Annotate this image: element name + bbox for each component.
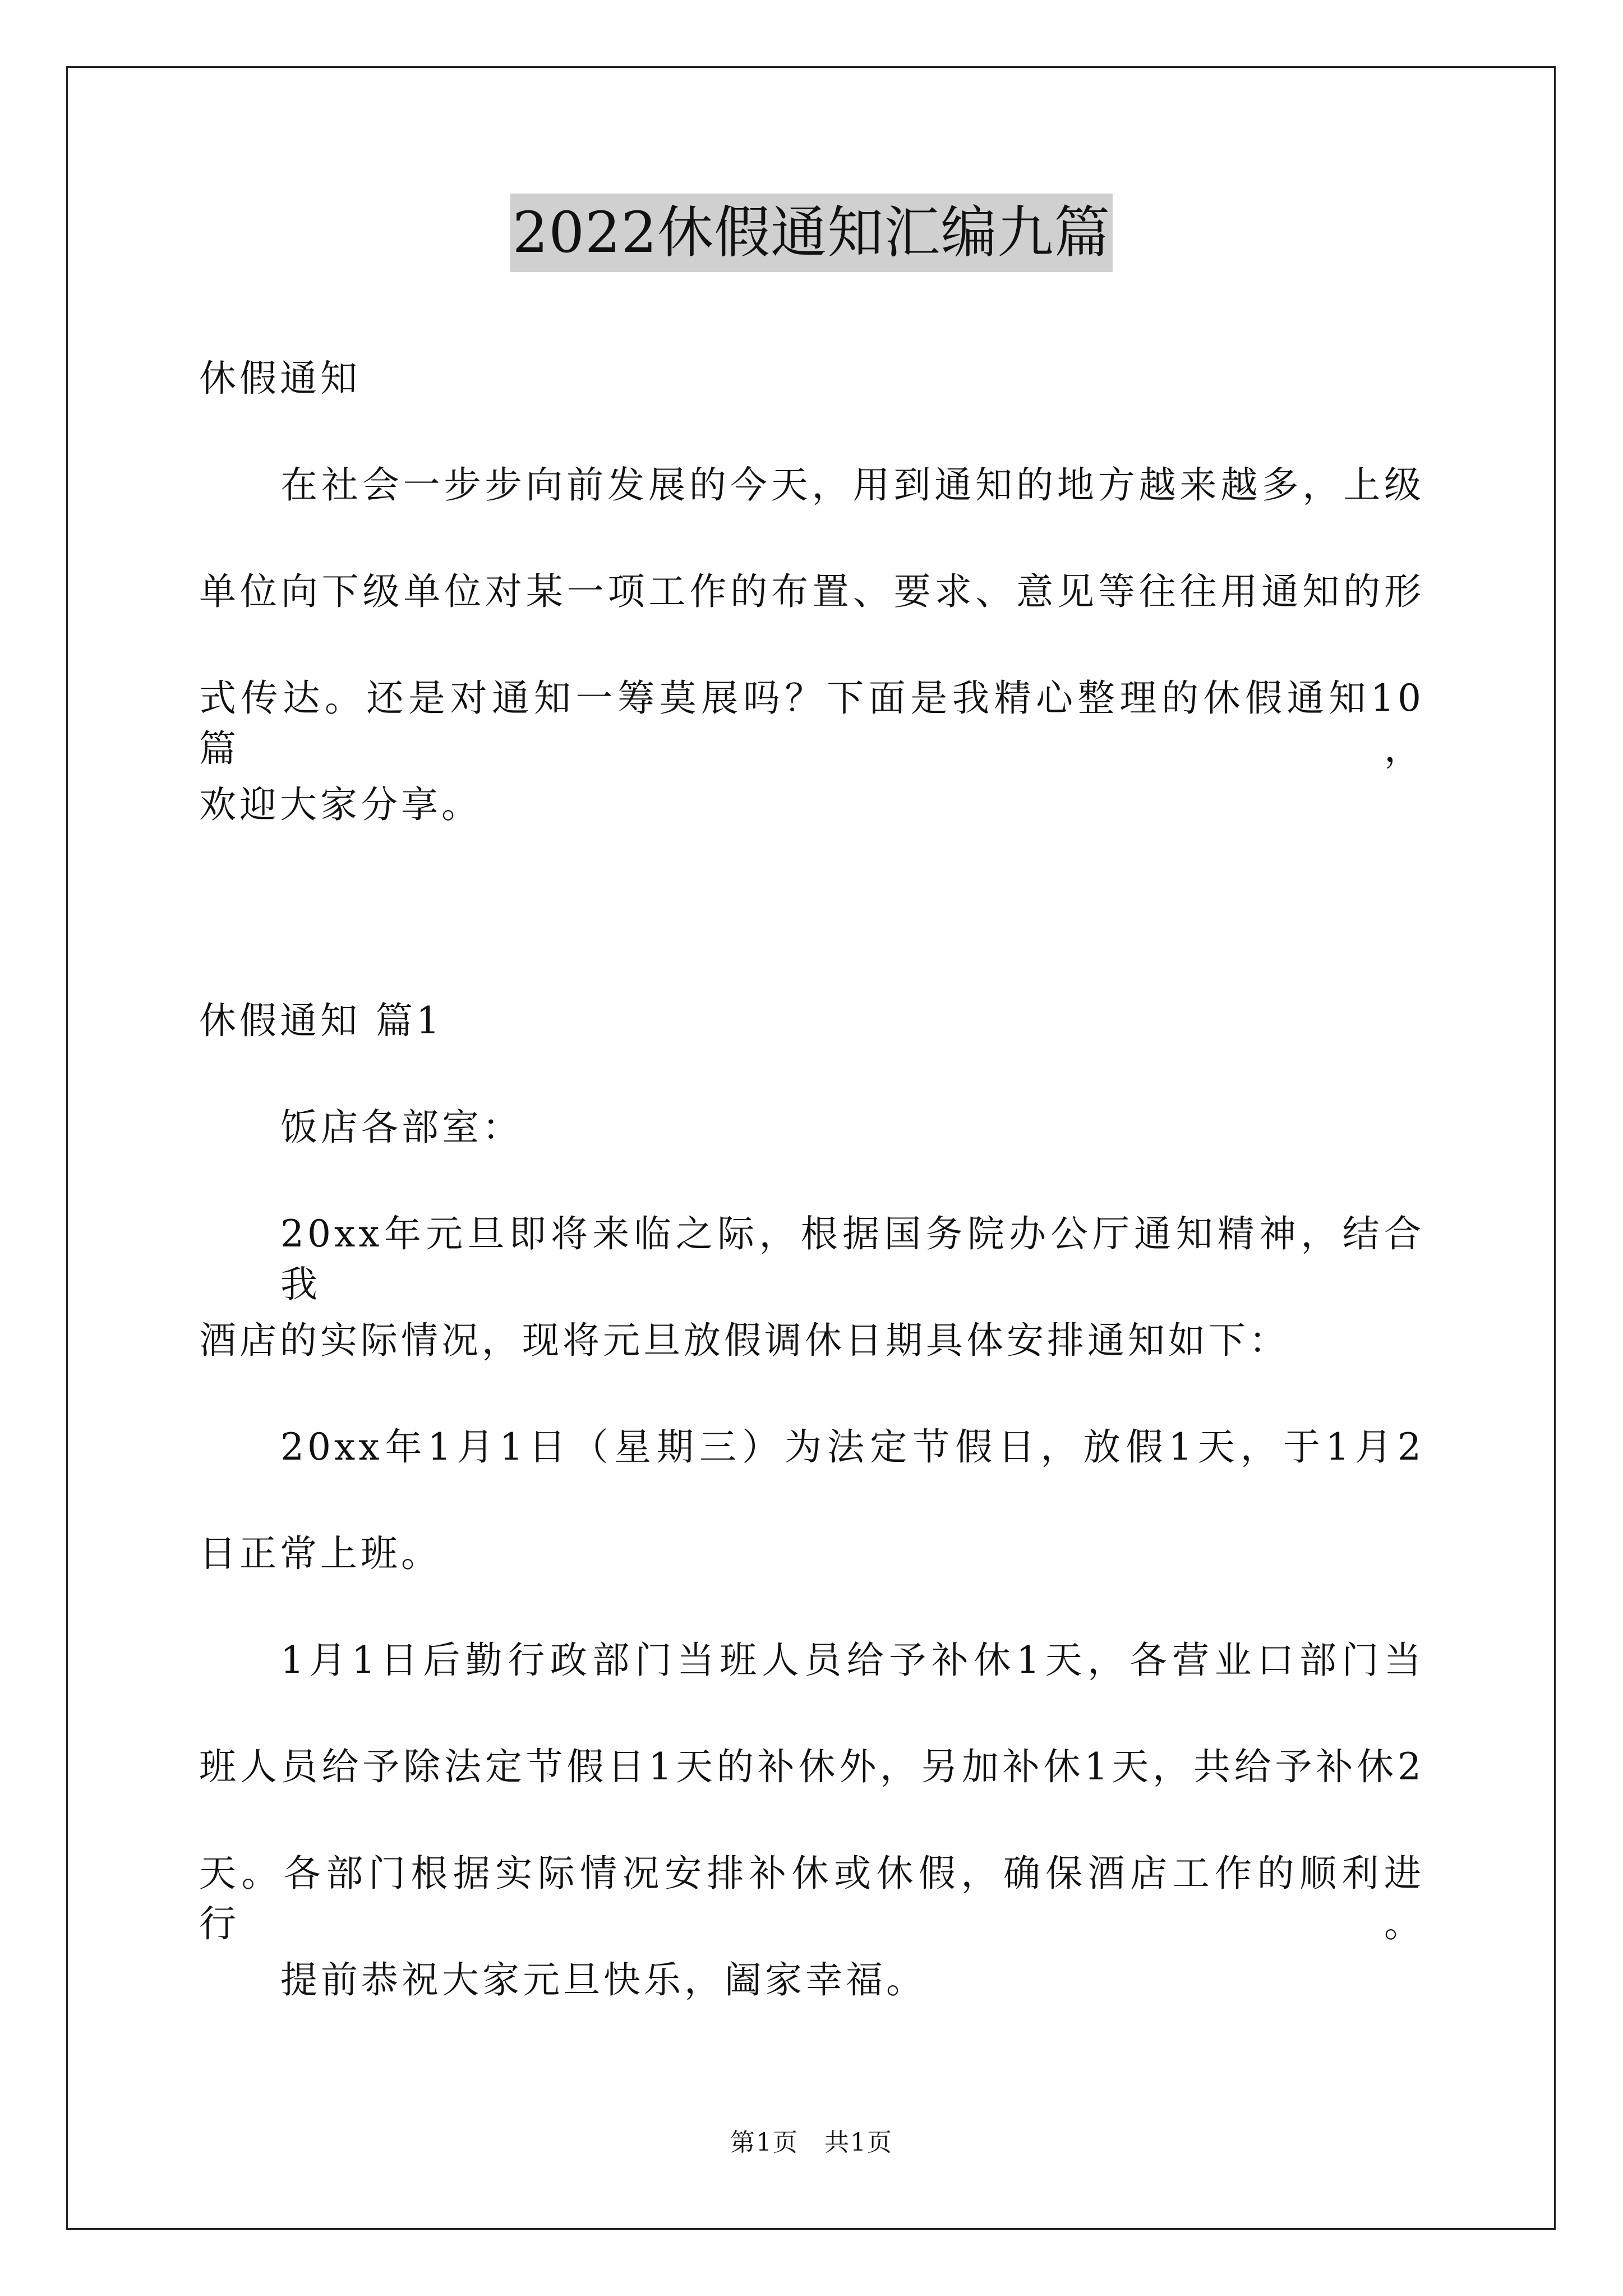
paragraph-line: 酒店的实际情况，现将元旦放假调休日期具体安排通知如下： <box>199 1319 1289 1362</box>
document-title: 2022休假通知汇编九篇 <box>510 194 1113 272</box>
paragraph-line: 日正常上班。 <box>199 1532 441 1575</box>
paragraph-line: 天。各部门根据实际情况安排补休或休假，确保酒店工作的顺利进行。 <box>199 1852 1424 1945</box>
paragraph-line: 1月1日后勤行政部门当班人员给予补休1天，各营业口部门当 <box>280 1639 1424 1682</box>
paragraph-line: 式传达。还是对通知一筹莫展吗？下面是我精心整理的休假通知10篇， <box>199 677 1424 770</box>
page-footer: 第1页 共1页 <box>730 2128 893 2157</box>
section-heading: 休假通知 篇1 <box>199 999 443 1042</box>
paragraph-line: 班人员给予除法定节假日1天的补休外，另加补休1天，共给予补休2 <box>199 1745 1424 1788</box>
paragraph-line: 欢迎大家分享。 <box>199 783 482 826</box>
paragraph-line: 在社会一步步向前发展的今天，用到通知的地方越来越多，上级 <box>280 463 1424 507</box>
salutation: 饭店各部室： <box>280 1106 523 1149</box>
paragraph-line: 20xx年1月1日（星期三）为法定节假日，放假1天，于1月2 <box>280 1425 1424 1469</box>
section-heading: 休假通知 <box>199 357 361 400</box>
paragraph-line: 提前恭祝大家元旦快乐，阖家幸福。 <box>280 1958 926 2001</box>
paragraph-line: 20xx年元旦即将来临之际，根据国务院办公厅通知精神，结合我 <box>280 1212 1424 1306</box>
paragraph-line: 单位向下级单位对某一项工作的布置、要求、意见等往往用通知的形 <box>199 570 1424 613</box>
title-wrap <box>0 194 1623 272</box>
